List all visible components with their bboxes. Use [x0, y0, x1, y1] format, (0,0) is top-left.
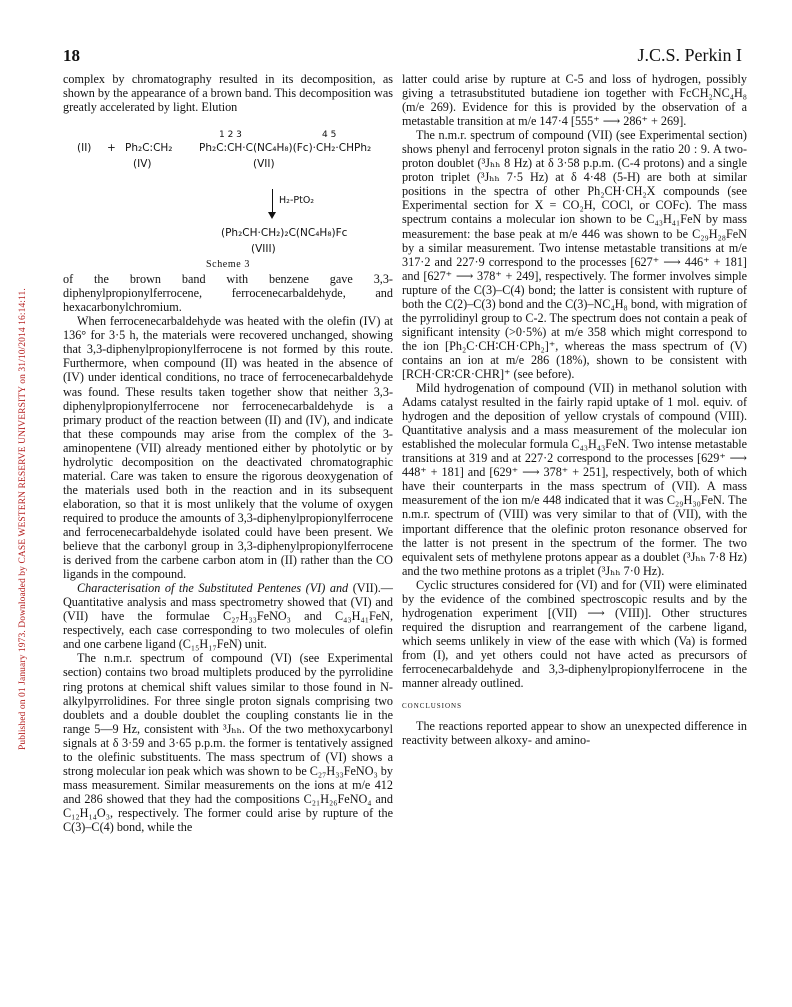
scheme-atom-numbers: 1 2 3 [219, 130, 242, 141]
paragraph: Mild hydrogenation of compound (VII) in methanol solution with Adams catalyst resulted in the fairly rapid uptake of 1 mol. equiv. of hydrogen and the deposition of yellow crystals of compound (VIII). Quantitative analysis and a mass measurement of the molecular ion established the molecular formula C₄₃H₄₃FeN. Two intense metastable transitions at 319 and at 227·2 correspond to the processes [629⁺ ⟶ 448⁺ + 181] and [629⁺ ⟶ 378⁺ + 251], respectively, both of which have their counterparts in the mass spectrum of (VII). A mass measurement of the ion m/e 448 indicated that it was C₂₉H₃₀FeN. The n.m.r. spectrum of (VIII) was very similar to that of (VII), with the important difference that the olefinic proton resonance observed for the latter is not present in the spectrum of the former. The two equivalent sets of methylene protons appear as a doublet (³Jₕₕ 7·8 Hz) and the two methine protons as a triplet (³Jₕₕ 7·0 Hz). [402, 381, 747, 578]
paragraph: of the brown band with benzene gave 3,3-diphenylpropionylferrocene, ferrocenecarbaldehyde, and hexacarbonylchromium. [63, 272, 393, 315]
scheme-reactant-ii: (II) [77, 142, 92, 155]
left-column [63, 72, 393, 834]
paragraph-text: (VII).—Quantitative analysis and mass spectrometry showed that (VI) and (VII) have the formulae C₂₇H₃₃FeNO₃ and C₄₃H₄₁FeN, respectively, each case corresponding to two molecules of olefin and one carbene ligand (C₁₅H₁₇FeN) unit. [63, 581, 393, 652]
section-heading: Characterisation of the Substituted Pentenes (VI) and [77, 581, 349, 596]
paragraph: When ferrocenecarbaldehyde was heated with the olefin (IV) at 136° for 3·5 h, the materials were recovered unchanged, showing that 3,3-diphenylpropionylferrocene is not formed by this route. Furthermore, when compound (II) was heated in the absence of (IV) under identical conditions, no trace of ferrocenecarbaldehyde was found. These results taken together show that neither 3,3-diphenylpropionylferrocene nor ferrocenecarbaldehyde is a primary product of the reaction between (II) and (IV), and indicate that these compounds may arise from the complex of the 3-aminopentene (VII) already mentioned either by photolytic or by hydrolytic decomposition on the deactivated chromatographic material. Care was taken to ensure the rigorous deoxygenation of the materials used both in the reaction and in its subsequent elaboration, so that it is most unlikely that the volume of oxygen required to produce the amounts of 3,3-diphenylpropionylferrocene and ferrocenecarbaldehyde isolated could have been present. We believe that the carbonyl group in 3,3-diphenylpropionylferrocene is derived from the carbene carbon atom in (II) rather than the CO ligands in the compound. [63, 314, 393, 582]
scheme-product-viii: (Ph₂CH·CH₂)₂C(NC₄H₈)Fc [221, 227, 348, 240]
paragraph [63, 581, 393, 651]
scheme-label-iv: (IV) [133, 158, 152, 171]
scheme-reagent: H₂-PtO₂ [279, 195, 315, 207]
scheme-reactant-iv: Ph₂C:CH₂ [125, 142, 173, 155]
scheme-product-vii: Ph₂C:CH·C(NC₄H₈)(Fc)·CH₂·CHPh₂ [199, 142, 372, 155]
reaction-scheme [63, 114, 393, 272]
journal-title: J.C.S. Perkin I [637, 45, 742, 65]
paragraph: The n.m.r. spectrum of compound (VI) (see Experimental section) contains two broad multiplets produced by the pyrrolidine ring protons at chemical shift values similar to those found in N-alkylpyrrolidines. For three single proton signals comprising two doublets and a double doublet the coupling constants lie in the range 5—9 Hz, consistent with ³Jₕₕ. Of the two methoxycarbonyl signals at δ 3·59 and 3·65 p.p.m. the former is tentatively assigned to the olefinic substituents. The mass spectrum of (VI) shows a strong molecular ion peak which was shown to be C₂₇H₃₃FeNO₃ by mass measurement. Similar measurements on the ions at m/e 412 and 286 showed that they had the compositions C₂₁H₂₆FeNO₄ and C₁₂H₁₄O₃, respectively. The former could arise by rupture of the C(3)–C(4) bond, while the [63, 651, 393, 834]
page-number: 18 [63, 46, 80, 65]
scheme-atom-numbers: 4 5 [322, 130, 337, 141]
section-heading [402, 699, 747, 713]
paragraph: Cyclic structures considered for (VI) and for (VII) were eliminated by the evidence of the combined spectroscopic results and by the hydrogenation experiment [(VII) ⟶ (VIII)]. Other structures required the disruption and rearrangement of the carbene ligand, which seems unlikely in view of the ease with which (Va) is formed from (I), and yet others could not have acted as precursors of ferrocenecarbaldehyde and 3,3-diphenylpropionylferrocene in the manner already outlined. [402, 577, 747, 691]
right-column [402, 72, 747, 747]
paragraph: latter could arise by rupture at C-5 and loss of hydrogen, possibly giving a tetrasubstituted butadiene ion together with FcCH₂NC₄H₈ (m/e 269). Evidence for this is provided by the observation of a metastable transition at m/e 147·4 [555⁺ ⟶ 286⁺ + 269]. [402, 72, 747, 129]
reaction-arrow [272, 189, 273, 217]
scheme-plus: + [107, 142, 116, 155]
scheme-caption: Scheme 3 [206, 259, 250, 271]
scheme-label-viii: (VIII) [251, 243, 276, 256]
download-notice-text: Published on 01 January 1973. Downloaded by CASE WESTERN RESERVE UNIVERSITY on 31/10/2014 16:14:11. [18, 288, 28, 750]
paragraph: The n.m.r. spectrum of compound (VII) (see Experimental section) shows phenyl and ferrocenyl proton signals in the ratio 20 : 9. A two-proton doublet (³Jₕₕ 8 Hz) at δ 3·58 p.p.m. (C-4 protons) and a single proton triplet (³Jₕₕ 7·5 Hz) at δ 4·48 (5-H) are both at similar positions in the spectra of other Ph₂CH·CH₂X compounds (see Experimental section for X = CO₂H, COCl, or COFc). The mass spectrum contains a molecular ion shown to be C₄₃H₄₁FeN by mass measurement: the base peak at m/e 446 was shown to be C₂₉H₂₈FeN by a similar measurement. Two intense metastable transitions at m/e 317·2 and 227·9 correspond to the processes [627⁺ ⟶ 446⁺ + 181] and [627⁺ ⟶ 378⁺ + 249], respectively. The former involves simple rupture of the C(3)–C(4) bond; the latter is consistent with rupture of both the C(2)–C(3) bond and the C(3)–NC₄H₈ bond, with migration of the pyrrolidinyl group to C-2. The spectrum does not contain a peak of significant intensity (>0·5%) at m/e 358 which might correspond to the ion [Ph₂C·CH∶CH·CPh₂]⁺, whereas the mass spectrum of (V) contains an ion at m/e 286 (18%), shown to be consistent with [RCH·CR∶CR·CHR]⁺ (see before). [402, 128, 747, 381]
scheme-label-vii: (VII) [253, 158, 275, 171]
conclusions-heading: conclusions [402, 700, 463, 712]
paragraph: The reactions reported appear to show an unexpected difference in reactivity between alkoxy- and amino- [402, 719, 747, 748]
paragraph: complex by chromatography resulted in its decomposition, as shown by the appearance of a brown band. This decomposition was greatly accelerated by light. Elution [63, 72, 393, 115]
download-notice [2, 130, 28, 750]
